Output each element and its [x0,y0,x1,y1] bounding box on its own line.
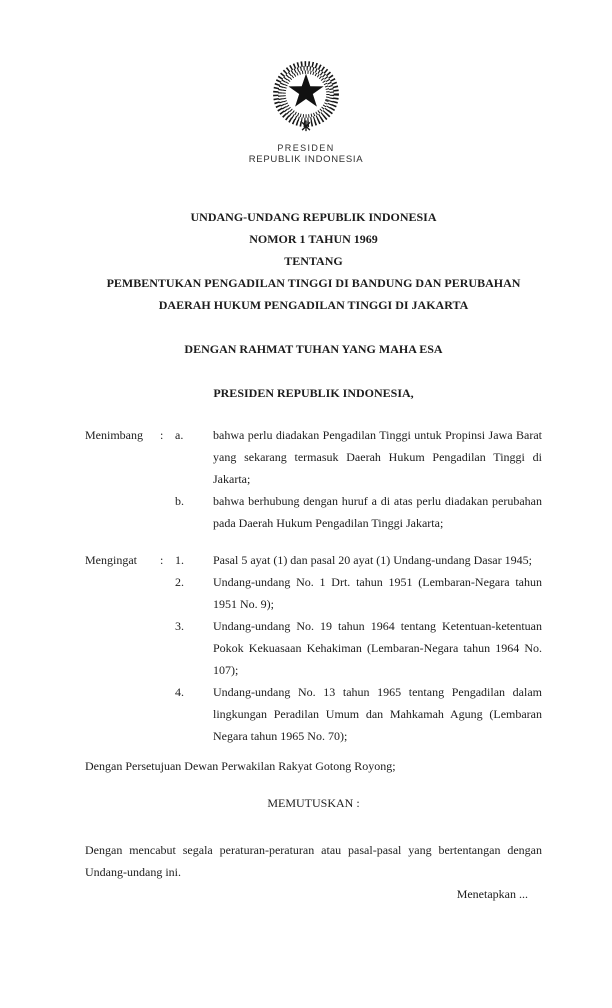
legal-basis-item-text: Undang-undang No. 1 Drt. tahun 1951 (Lembaran-Negara tahun 1951 No. 9); [213,575,542,611]
spacer [85,615,160,681]
legal-basis-section [85,549,542,747]
spacer [160,615,175,681]
spacer [85,571,160,615]
legal-basis-item-text: Undang-undang No. 19 tahun 1964 tentang Ketentuan-ketentuan Pokok Kekuasaan Kehakiman (Lembaran-Negara tahun 1964 No. 107); [213,619,542,677]
legal-basis-item-text: Pasal 5 ayat (1) dan pasal 20 ayat (1) Undang-undang Dasar 1945; [213,553,532,567]
spacer [160,490,175,534]
letterhead [0,0,612,166]
considerations-label: Menimbang [85,428,143,442]
doc-title-line-1: UNDANG-UNDANG REPUBLIK INDONESIA [190,210,437,224]
spacer [160,571,175,615]
presidential-seal-icon [0,58,612,136]
doc-title-line-2: NOMOR 1 TAHUN 1969 [249,232,378,246]
spacer [85,681,160,747]
spacer [160,681,175,747]
document-body [85,206,542,905]
agency-name-presiden: PRESIDEN [277,143,335,153]
consideration-item-text: bahwa berhubung dengan huruf a di atas perlu diadakan perubahan pada Daerah Hukum Pengadilan Tinggi Jakarta; [213,494,542,530]
legal-basis-item-text: Undang-undang No. 13 tahun 1965 tentang Pengadilan dalam lingkungan Peradilan Umum dan Mahkamah Agung (Lembaran Negara tahun 1965 No. 70); [213,685,542,743]
decision-heading: MEMUTUSKAN : [267,796,360,810]
spacer [85,490,160,534]
doc-title-line-4: PEMBENTUKAN PENGADILAN TINGGI DI BANDUNG DAN PERUBAHAN [106,276,521,290]
consideration-item-marker: b. [175,494,184,508]
doc-title-line-5: DAERAH HUKUM PENGADILAN TINGGI DI JAKARTA [158,298,469,312]
legal-basis-item-marker: 4. [175,685,184,699]
consideration-item-text: bahwa perlu diadakan Pengadilan Tinggi untuk Propinsi Jawa Barat yang sekarang termasuk Daerah Hukum Pengadilan Tinggi di Jakarta; [213,428,542,486]
authority-line: PRESIDEN REPUBLIK INDONESIA, [213,386,414,400]
consideration-item-marker: a. [175,428,184,442]
approval-line: Dengan Persetujuan Dewan Perwakilan Rakyat Gotong Royong; [85,759,396,773]
legal-basis-item-marker: 3. [175,619,184,633]
doc-title [85,206,542,316]
legal-basis-item-marker: 1. [175,553,184,567]
legal-basis-colon: : [160,553,164,567]
star-icon [288,74,323,107]
legal-basis-label: Mengingat [85,553,137,567]
legal-basis-item-marker: 2. [175,575,184,589]
revocation-paragraph: Dengan mencabut segala peraturan-peraturan atau pasal-pasal yang bertentangan dengan Undang-undang ini. [85,843,542,879]
invocation-line: DENGAN RAHMAT TUHAN YANG MAHA ESA [184,342,443,356]
considerations-colon: : [160,428,164,442]
continuation-catchword: Menetapkan ... [456,887,528,901]
doc-title-line-3: TENTANG [284,254,343,268]
considerations-section [85,424,542,534]
agency-name-republik-indonesia: REPUBLIK INDONESIA [248,154,364,165]
